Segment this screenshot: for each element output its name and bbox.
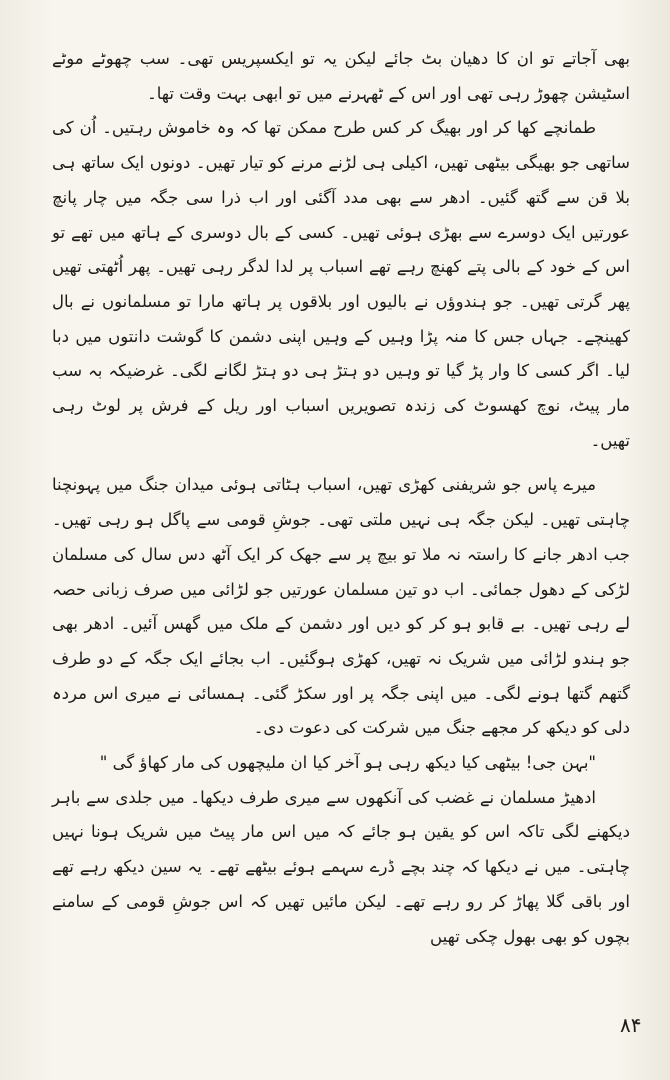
paragraph-2: طمانچے کھا کر اور بھیگ کر کس طرح ممکن تھا کہ وہ خاموش رہتیں۔ اُن کی ساتھی جو بھیگی بیٹھی تھیں، اکیلی ہی لڑنے مرنے کو تیار تھیں۔ دونوں ایک ساتھ ہی بلا قن سے گتھ گئیں۔ ادھر سے بھی مدد آگئی اور اب ذرا سی جگہ میں چار پانچ عورتیں ایک دوسرے سے بھڑی ہوئی تھیں۔ کسی کے بال دوسری کے ہاتھ میں تھے تو اس کے خود کے بالی پتے کھنچ رہے تھے اسباب پر لدا لدگر رہی تھیں۔ پھر اُٹھتی تھیں پھر گرتی تھیں۔ جو ہندوؤں نے بالیوں اور بلاقوں پر ہاتھ مارا تو مسلمانوں نے بال کھینچے۔ جہاں جس کا منہ پڑا وہیں کے وہیں اپنی دشمن کا گوشت دانتوں میں دبا لیا۔ اگر کسی کا وار پڑ گیا تو وہیں دو ہتڑ ہی دو ہتڑ لگانے لگی۔ غرضیکہ بہ سب مار پیٹ، نوچ کھسوٹ کی زندہ تصویریں اسباب اور ریل کے فرش پر لوٹ رہی تھیں۔ — [52, 118, 630, 450]
paragraph-1: بھی آجاتے تو ان کا دھیان بٹ جائے لیکن یہ تو ایکسپریس تھی۔ سب چھوٹے موٹے اسٹیشن چھوڑ رہی تھی اور اس کے ٹھہرنے میں تو ابھی بہت وقت تھا۔ — [52, 49, 630, 103]
paragraph-5: ادھیڑ مسلمان نے غضب کی آنکھوں سے میری طرف دیکھا۔ میں جلدی سے باہر دیکھنے لگی تاکہ اس کو یقین ہو جائے کہ میں اس مار پیٹ میں شریک ہونا نہیں چاہتی۔ میں نے دیکھا کہ چند بچے ڈرے سہمے ہوئے بیٹھے تھے۔ یہ سین دیکھ رہے تھے اور باقی گلا پھاڑ کر رو رہے تھے۔ لیکن مائیں تھیں کہ اس جوشِ قومی کے سامنے بچوں کو بھی بھول چکی تھیں — [52, 787, 630, 946]
page-text — [52, 42, 630, 954]
paragraph-3: میرے پاس جو شریفنی کھڑی تھیں، اسباب ہٹاتی ہوئی میدان جنگ میں پہونچنا چاہتی تھیں۔ لیکن جگہ ہی نہیں ملتی تھی۔ جوشِ قومی سے پاگل ہو رہی تھیں۔ جب ادھر جانے کا راستہ نہ ملا تو بیچ پر سے جھک کر ایک آٹھ دس سال کی مسلمان لڑکی کے دھول جمائی۔ اب دو تین مسلمان عورتیں جو لڑائی میں صرف زبانی حصہ لے رہی تھیں۔ بے قابو ہو کر کو دیں اور دشمن کے ملک میں گھس آئیں۔ ادھر بھی جو ہندو لڑائی میں شریک نہ تھیں، کھڑی ہوگئیں۔ اب بجائے ایک جگہ کے دو طرف گتھم گتھا ہونے لگی۔ میں اپنی جگہ پر اور سکڑ گئی۔ ہمسائی نے میری اس مردہ دلی کو دیکھ کر مجھے جنگ میں شرکت کی دعوت دی۔ — [52, 475, 630, 738]
page-number: ۸۴ — [620, 1013, 642, 1037]
paragraph-4: "بہن جی! بیٹھی کیا دیکھ رہی ہو آخر کیا ان ملیچھوں کی مار کھاؤ گی " — [99, 753, 596, 773]
